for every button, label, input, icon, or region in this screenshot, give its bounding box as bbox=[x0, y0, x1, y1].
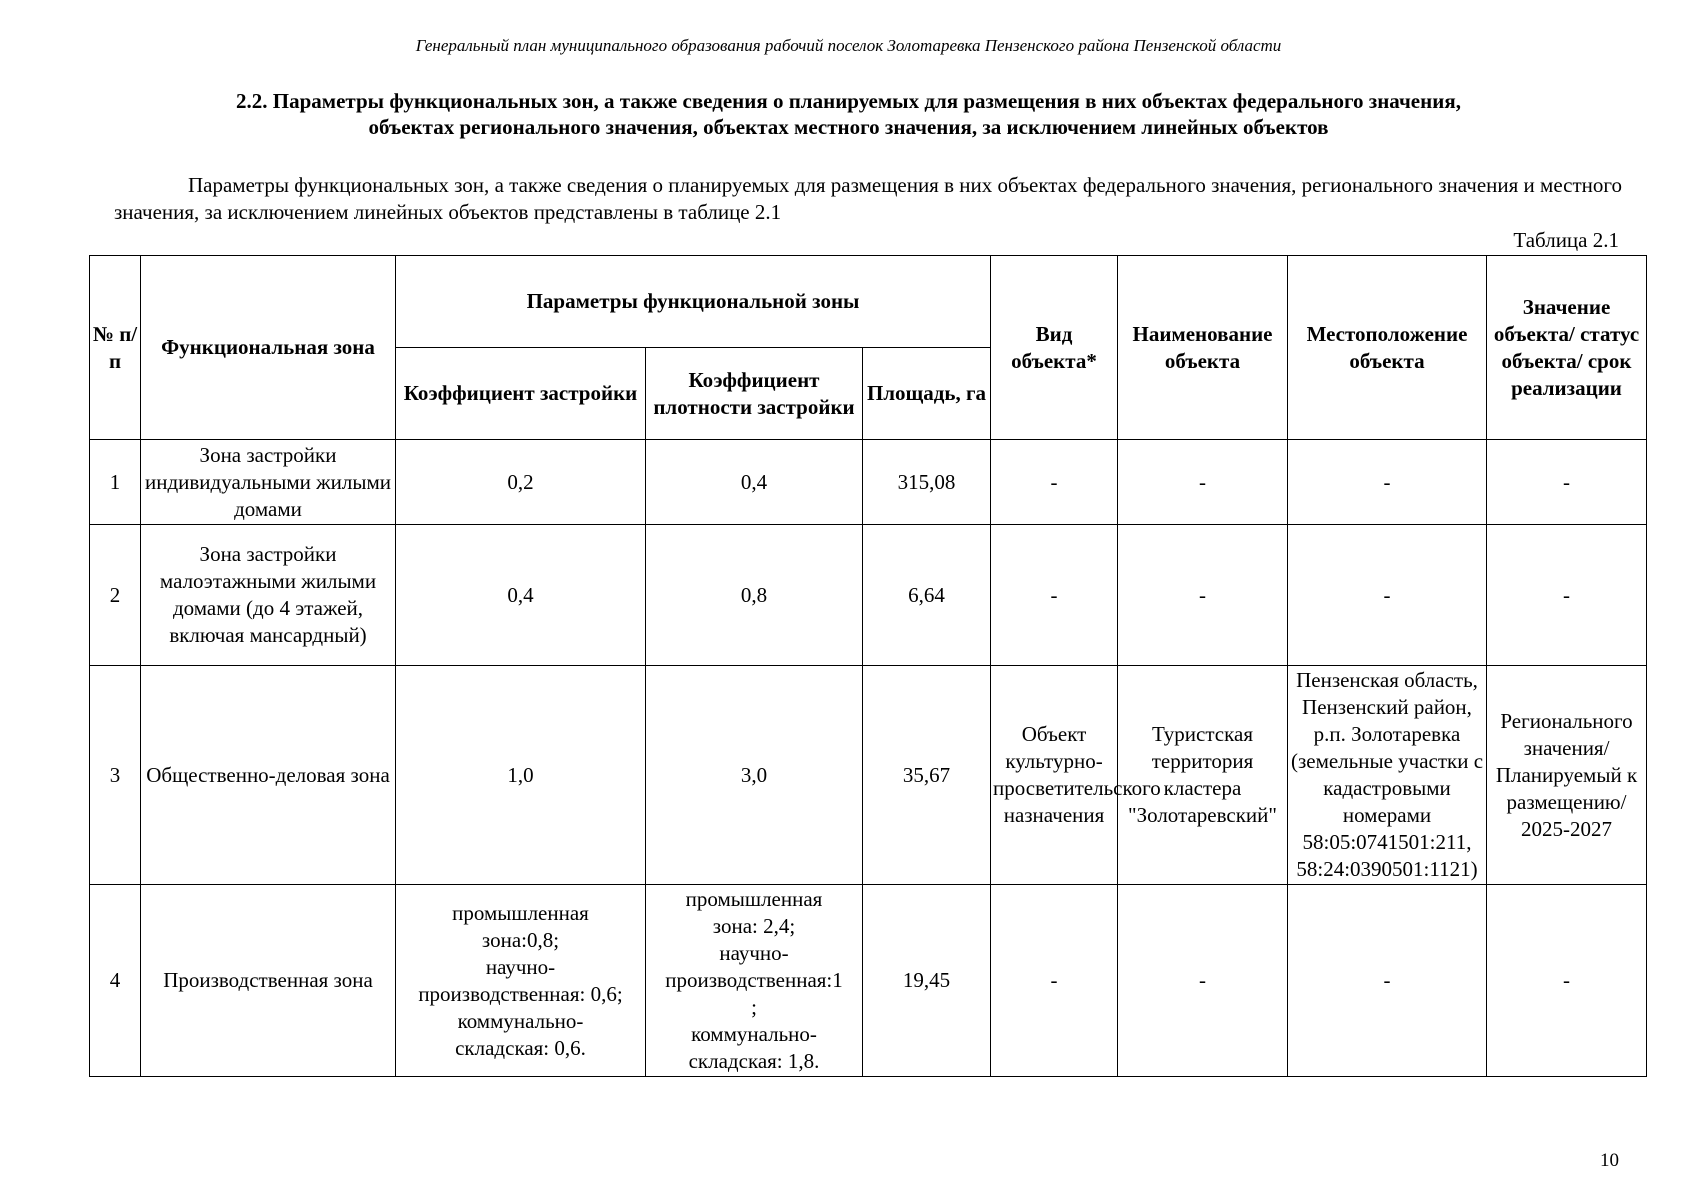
cell-coef-build: 0,4 bbox=[396, 525, 646, 666]
header-num: № п/п bbox=[90, 256, 141, 440]
section-heading bbox=[120, 88, 1577, 140]
coef-density-line: производственная:1 bbox=[665, 968, 843, 992]
cell-object-type: - bbox=[991, 885, 1118, 1077]
coef-density-line: ; bbox=[751, 995, 757, 1019]
cell-object-type: - bbox=[991, 525, 1118, 666]
header-object-name: Наименование объекта bbox=[1118, 256, 1288, 440]
cell-num: 1 bbox=[90, 440, 141, 525]
coef-density-line: промышленная bbox=[685, 887, 823, 911]
cell-coef-build: 1,0 bbox=[396, 666, 646, 885]
cell-object-name: - bbox=[1118, 885, 1288, 1077]
header-zone: Функциональная зона bbox=[141, 256, 396, 440]
cell-coef-density bbox=[646, 885, 863, 1077]
table-row bbox=[90, 525, 1647, 666]
header-coef-density: Коэффициент плотности застройки bbox=[646, 348, 863, 440]
cell-object-name: Туристская территория кластера "Золотаревский" bbox=[1118, 666, 1288, 885]
header-status: Значение объекта/ статус объекта/ срок реализации bbox=[1487, 256, 1647, 440]
table-row bbox=[90, 666, 1647, 885]
coef-density-line: коммунально- bbox=[691, 1022, 817, 1046]
cell-area: 6,64 bbox=[863, 525, 991, 666]
functional-zones-table bbox=[89, 255, 1647, 1077]
cell-num: 2 bbox=[90, 525, 141, 666]
cell-coef-density: 0,4 bbox=[646, 440, 863, 525]
cell-location: - bbox=[1288, 440, 1487, 525]
table-row bbox=[90, 885, 1647, 1077]
cell-object-name: - bbox=[1118, 525, 1288, 666]
table-row bbox=[90, 440, 1647, 525]
header-params-group: Параметры функциональной зоны bbox=[396, 256, 991, 348]
header-location: Местоположение объекта bbox=[1288, 256, 1487, 440]
cell-status: Регионального значения/ Планируемый к размещению/ 2025-2027 bbox=[1487, 666, 1647, 885]
cell-num: 4 bbox=[90, 885, 141, 1077]
header-object-type: Вид объекта* bbox=[991, 256, 1118, 440]
cell-status: - bbox=[1487, 885, 1647, 1077]
coef-density-line: зона: 2,4; bbox=[712, 914, 796, 938]
coef-build-line: производственная: 0,6; bbox=[418, 981, 623, 1006]
cell-area: 315,08 bbox=[863, 440, 991, 525]
running-header: Генеральный план муниципального образования рабочий поселок Золотаревка Пензенского района Пензенской области bbox=[415, 36, 1282, 55]
cell-coef-build bbox=[396, 885, 646, 1077]
cell-area: 19,45 bbox=[863, 885, 991, 1077]
cell-object-type: Объект культурно-просветительского назначения bbox=[991, 666, 1118, 885]
header-coef-build: Коэффициент застройки bbox=[396, 348, 646, 440]
coef-build-line: коммунально- bbox=[457, 1008, 584, 1033]
intro-paragraph: Параметры функциональных зон, а также сведения о планируемых для размещения в них объектах федерального значения, регионального значения и местного значения, за исключением линейных объектов представлены в таблице 2.1 bbox=[114, 173, 1622, 224]
coef-build-line: промышленная bbox=[452, 900, 589, 925]
cell-zone: Зона застройки индивидуальными жилыми домами bbox=[141, 440, 396, 525]
cell-object-type: - bbox=[991, 440, 1118, 525]
cell-location: Пензенская область, Пензенский район, р.п. Золотаревка (земельные участки с кадастровыми номерами 58:05:0741501:211, 58:24:0390501:1121) bbox=[1288, 666, 1487, 885]
section-heading-line-2: объектах регионального значения, объектах местного значения, за исключением линейных объектов bbox=[368, 115, 1329, 139]
page-number: 10 bbox=[1600, 1150, 1619, 1171]
cell-location: - bbox=[1288, 525, 1487, 666]
cell-status: - bbox=[1487, 440, 1647, 525]
coef-build-line: научно- bbox=[485, 954, 556, 979]
header-row-1 bbox=[90, 256, 1647, 348]
coef-build-line: складская: 0,6. bbox=[455, 1035, 586, 1060]
coef-density-line: складская: 1,8. bbox=[688, 1049, 820, 1073]
cell-zone: Общественно-деловая зона bbox=[141, 666, 396, 885]
cell-object-name: - bbox=[1118, 440, 1288, 525]
cell-coef-density: 3,0 bbox=[646, 666, 863, 885]
table-caption: Таблица 2.1 bbox=[1513, 228, 1619, 252]
coef-build-line: зона:0,8; bbox=[481, 927, 560, 952]
cell-area: 35,67 bbox=[863, 666, 991, 885]
section-heading-line-1: 2.2. Параметры функциональных зон, а также сведения о планируемых для размещения в них объектах федерального значения, bbox=[236, 89, 1461, 113]
cell-location: - bbox=[1288, 885, 1487, 1077]
cell-zone: Зона застройки малоэтажными жилыми домами (до 4 этажей, включая мансардный) bbox=[141, 525, 396, 666]
coef-density-line: научно- bbox=[719, 941, 789, 965]
cell-zone: Производственная зона bbox=[141, 885, 396, 1077]
cell-num: 3 bbox=[90, 666, 141, 885]
cell-coef-build: 0,2 bbox=[396, 440, 646, 525]
cell-coef-density: 0,8 bbox=[646, 525, 863, 666]
header-area: Площадь, га bbox=[863, 348, 991, 440]
cell-status: - bbox=[1487, 525, 1647, 666]
